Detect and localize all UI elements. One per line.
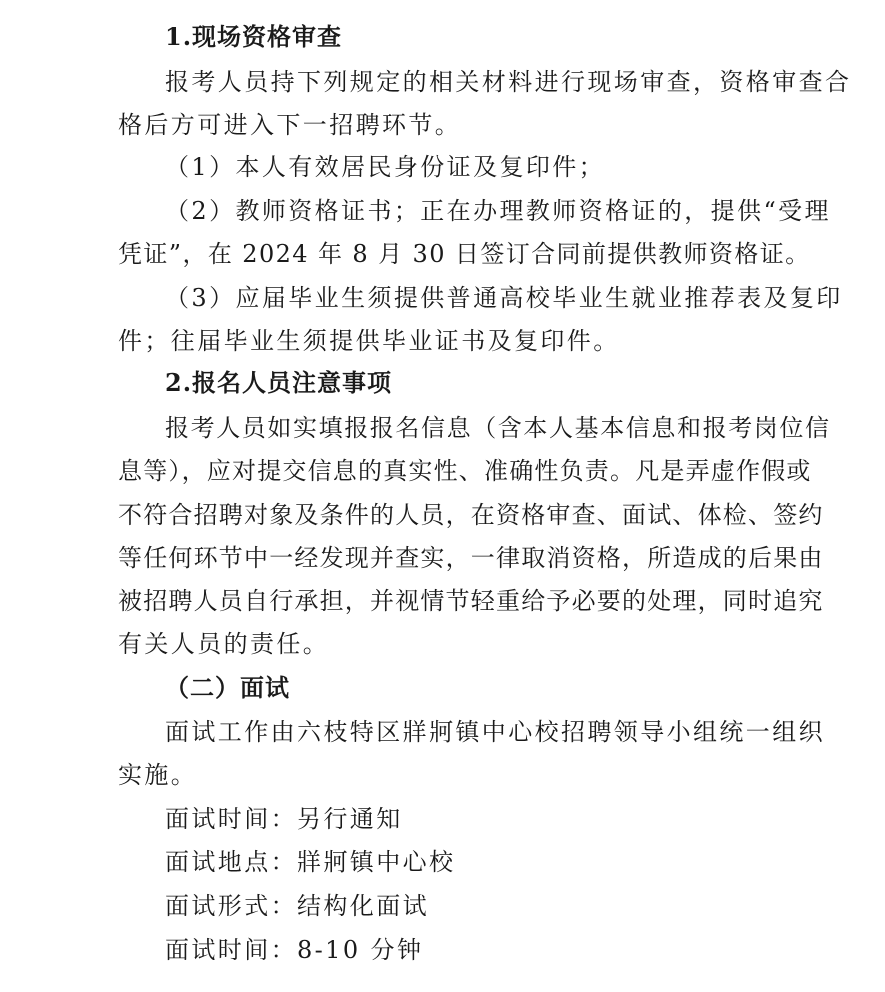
paragraph-line: 息等），应对提交信息的真实性、准确性负责。凡是弄虚作假或 [118, 457, 812, 485]
paragraph-line: 有关人员的责任。 [118, 630, 330, 658]
paragraph-line: 实施。 [118, 761, 198, 789]
list-item-continuation: 凭证”，在 2024 年 8 月 30 日签订合同前提供教师资格证。 [118, 240, 811, 268]
paragraph-line: 被招聘人员自行承担，并视情节轻重给予必要的处理，同时追究 [118, 587, 824, 615]
interview-time: 面试时间：另行通知 [165, 805, 403, 833]
section-heading-interview: （二）面试 [165, 673, 290, 702]
paragraph-line: 格后方可进入下一招聘环节。 [118, 111, 462, 139]
list-item-continuation: 件；往届毕业生须提供毕业证书及复印件。 [118, 327, 620, 355]
list-item: （1）本人有效居民身份证及复印件； [165, 153, 606, 181]
list-item: （2）教师资格证书；正在办理教师资格证的，提供“受理 [165, 197, 831, 225]
section-heading-qualification-review: 1.现场资格审查 [165, 22, 343, 51]
section-heading-registration-notes: 2.报名人员注意事项 [165, 368, 393, 397]
interview-duration: 面试时间：8-10 分钟 [165, 936, 424, 964]
paragraph-line: 报考人员持下列规定的相关材料进行现场审查，资格审查合 [165, 68, 852, 96]
paragraph-line: 报考人员如实填报报名信息（含本人基本信息和报考岗位信 [165, 414, 831, 442]
paragraph-line: 面试工作由六枝特区牂牁镇中心校招聘领导小组统一组织 [165, 718, 825, 746]
paragraph-line: 等任何环节中一经发现并查实，一律取消资格，所造成的后果由 [118, 544, 824, 572]
interview-location: 面试地点：牂牁镇中心校 [165, 848, 456, 876]
paragraph-line: 不符合招聘对象及条件的人员，在资格审查、面试、体检、签约 [118, 501, 824, 529]
list-item: （3）应届毕业生须提供普通高校毕业生就业推荐表及复印 [165, 284, 843, 312]
interview-format: 面试形式：结构化面试 [165, 892, 429, 920]
